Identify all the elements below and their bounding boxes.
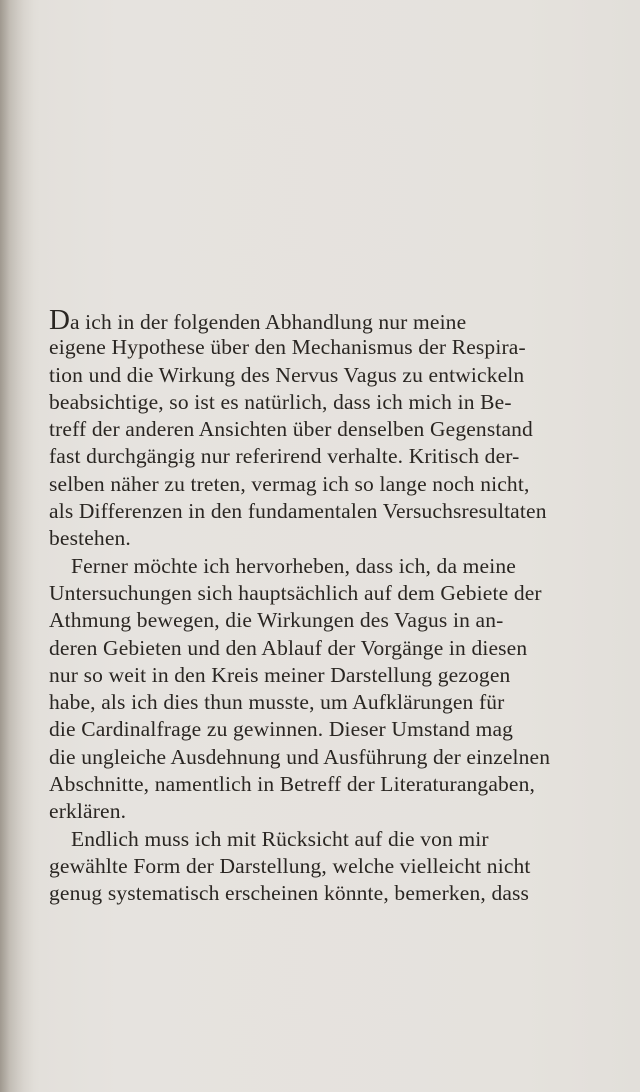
page-gutter-shadow [0, 0, 34, 1092]
text-line: habe, als ich dies thun musste, um Aufklärungen für [49, 690, 505, 715]
text-line: selben näher zu treten, vermag ich so lange noch nicht, [49, 471, 530, 496]
text-line: erklären. [49, 799, 127, 824]
text-line: die Cardinalfrage zu gewinnen. Dieser Umstand mag [49, 717, 514, 742]
text-line: als Differenzen in den fundamentalen Versuchsresultaten [49, 499, 547, 524]
text-line: Endlich muss ich mit Rücksicht auf die von mir [71, 826, 489, 851]
text-line: Abschnitte, namentlich in Betreff der Literaturangaben, [49, 772, 536, 797]
text-line: treff der anderen Ansichten über denselben Gegenstand [49, 417, 533, 442]
text-line: Athmung bewegen, die Wirkungen des Vagus in an- [49, 608, 504, 633]
text-line: bestehen. [49, 526, 131, 551]
text-line: nur so weit in den Kreis meiner Darstellung gezogen [49, 662, 511, 687]
drop-cap: D [49, 304, 70, 336]
text-line: Ferner möchte ich hervorheben, dass ich, da meine [71, 553, 516, 578]
text-line: gewählte Form der Darstellung, welche vielleicht nicht [49, 853, 531, 878]
text-line: tion und die Wirkung des Nervus Vagus zu entwickeln [49, 362, 525, 387]
text-line: eigene Hypothese über den Mechanismus der Respira- [49, 335, 526, 360]
text-line [49, 304, 573, 336]
text-line: deren Gebieten und den Ablauf der Vorgänge in diesen [49, 635, 528, 660]
line-text: a ich in der folgenden Abhandlung nur meine [69, 310, 467, 334]
text-line: fast durchgängig nur referirend verhalte. Kritisch der- [49, 444, 520, 469]
body-text [49, 304, 573, 908]
text-line: genug systematisch erscheinen könnte, bemerken, dass [49, 881, 530, 906]
text-line: beabsichtige, so ist es natürlich, dass ich mich in Be- [49, 389, 512, 414]
text-line: die ungleiche Ausdehnung und Ausführung der einzelnen [49, 744, 551, 769]
text-line: Untersuchungen sich hauptsächlich auf dem Gebiete der [49, 580, 542, 605]
